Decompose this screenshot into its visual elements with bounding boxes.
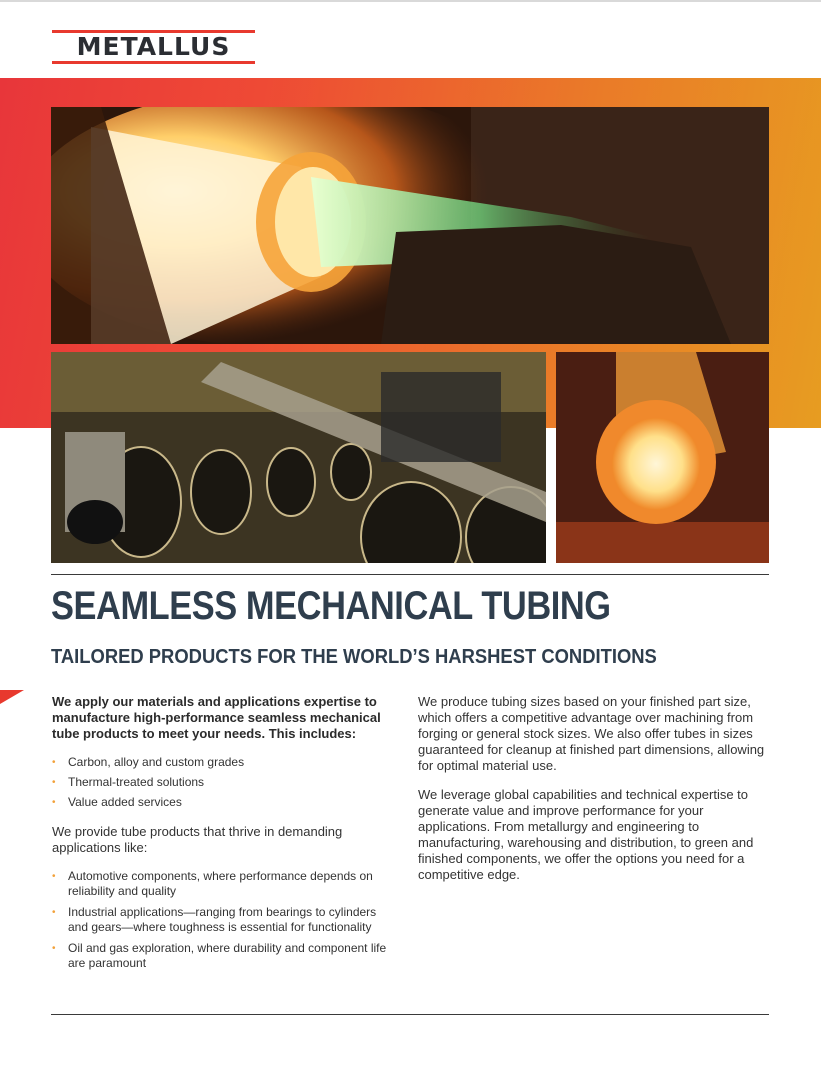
glowing-tube-illustration	[51, 107, 769, 344]
intro-paragraph: We apply our materials and applications expertise to manufacture high-performance seamless mechanical tube products to meet your needs. This includes:	[52, 694, 381, 741]
page-subtitle: TAILORED PRODUCTS FOR THE WORLD’S HARSHEST CONDITIONS	[51, 646, 657, 668]
red-accent-tab	[0, 690, 24, 704]
glowing-tube-piercing-photo	[51, 107, 769, 344]
right-column	[418, 694, 768, 896]
list-item: • Oil and gas exploration, where durability and component life are paramount	[52, 941, 397, 971]
capabilities-paragraph: We leverage global capabilities and technical expertise to generate value and improve performance for your applications. From metallurgy and engineering to manufacturing, warehousing and distribution, to green and finished components, we offer the options you need for a competitive edge.	[418, 787, 754, 882]
roller-line-illustration	[51, 352, 546, 563]
left-column	[52, 694, 397, 985]
tube-roller-line-photo	[51, 352, 546, 563]
list-item: • Carbon, alloy and custom grades	[52, 755, 397, 770]
bottom-divider	[51, 1014, 769, 1015]
logo-bottom-stripe	[52, 61, 255, 64]
capabilities-list	[52, 755, 397, 810]
hot-tube-end-photo	[556, 352, 769, 563]
applications-lead: We provide tube products that thrive in demanding applications like:	[52, 824, 343, 855]
metallus-logo[interactable]	[52, 30, 255, 64]
applications-list	[52, 869, 397, 971]
hot-tube-end-illustration	[556, 352, 769, 563]
sizing-paragraph: We produce tubing sizes based on your finished part size, which offers a competitive advantage over machining from forging or general stock sizes. We also offer tubes in sizes guaranteed for cleanup at finished part dimensions, allowing for optimal material use.	[418, 694, 765, 773]
list-item: • Industrial applications—ranging from bearings to cylinders and gears—where toughness is essential for functionality	[52, 905, 397, 935]
list-item: • Value added services	[52, 795, 397, 810]
top-border	[0, 0, 821, 2]
list-item: • Automotive components, where performance depends on reliability and quality	[52, 869, 397, 899]
logo-wordmark: METALLUS	[76, 32, 231, 61]
top-divider	[51, 574, 769, 575]
list-item: • Thermal-treated solutions	[52, 775, 397, 790]
page-title: SEAMLESS MECHANICAL TUBING	[51, 584, 611, 628]
